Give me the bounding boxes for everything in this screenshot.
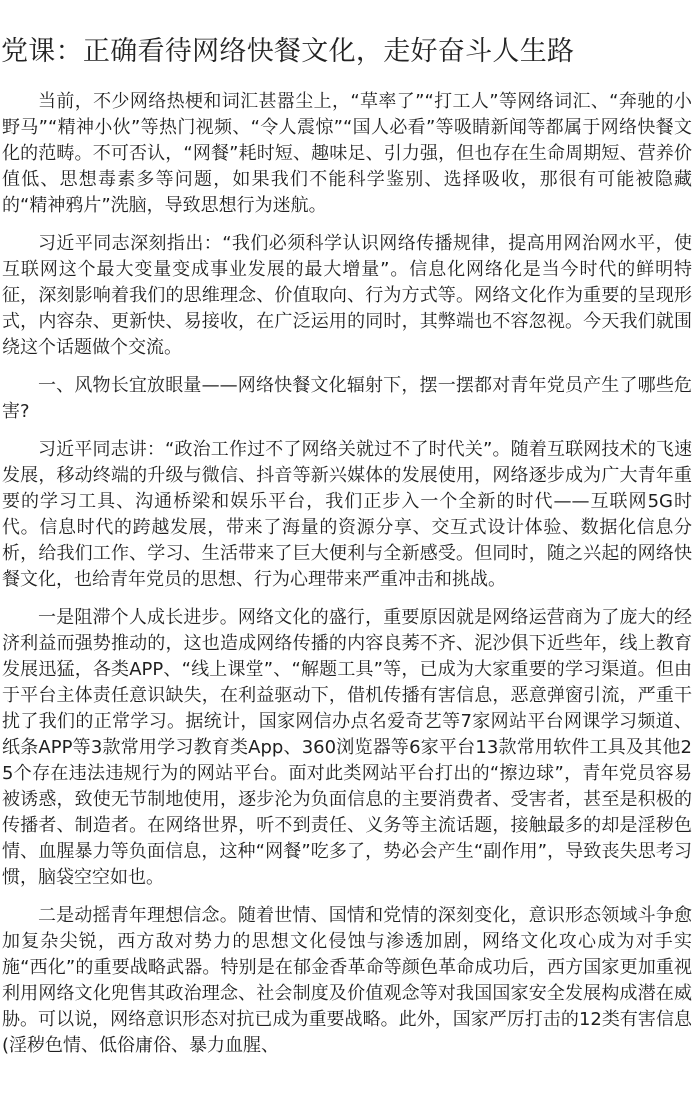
paragraph-point-2: 二是动摇青年理想信念。随着世情、国情和党情的深刻变化，意识形态领域斗争愈加复杂尖锐，西方敌对势力的思想文化侵蚀与渗透加剧，网络文化攻心成为对手实施“西化”的重要战略武器。特别是在郁金香革命等颜色革命成功后，西方国家更加重视利用网络文化兜售其政治理念、社会制度及价值观念等对我国国家安全发展构成潜在威胁。可以说，网络意识形态对抗已成为重要战略。此外，国家严厉打击的12类有害信息(淫秽色情、低俗庸俗、暴力血腥、	[2, 905, 692, 1056]
article-body	[2, 89, 692, 1071]
paragraph-quote: 习近平同志深刻指出：“我们必须科学认识网络传播规律，提高用网治网水平，使互联网这个最大变量变成事业发展的最大增量”。信息化网络化是当今时代的鲜明特征，深刻影响着我们的思维理念、价值取向、行为方式等。网络文化作为重要的呈现形式，内容杂、更新快、易接收，在广泛运用的同时，其弊端也不容忽视。今天我们就围绕这个话题做个交流。	[2, 233, 692, 358]
section-heading-1: 一、风物长宜放眼量——网络快餐文化辐射下，摆一摆都对青年党员产生了哪些危害?	[2, 375, 692, 422]
paragraph-point-1: 一是阻滞个人成长进步。网络文化的盛行，重要原因就是网络运营商为了庞大的经济利益而强势推动的，这也造成网络传播的内容良莠不齐、泥沙俱下近些年，线上教育发展迅猛，各类APP、“线上课堂”、“解题工具”等，已成为大家重要的学习渠道。但由于平台主体责任意识缺失，在利益驱动下，借机传播有害信息，恶意弹窗引流，严重干扰了我们的正常学习。据统计，国家网信办点名爱奇艺等7家网站平台网课学习频道、纸条APP等3款常用学习教育类App、360浏览器等6家平台13款常用软件工具及其他25个存在违法违规行为的网站平台。面对此类网站平台打出的“擦边球”，青年党员容易被诱惑，致使无节制地使用，逐步沦为负面信息的主要消费者、受害者，甚至是积极的传播者、制造者。在网络世界，听不到责任、义务等主流话题，接触最多的却是淫秽色情、血腥暴力等负面信息，这种“网餐”吃多了，势必会产生“副作用”，导致丧失思考习惯，脑袋空空如也。	[2, 607, 692, 888]
paragraph-section-1: 习近平同志讲：“政治工作过不了网络关就过不了时代关”。随着互联网技术的飞速发展，移动终端的升级与微信、抖音等新兴媒体的发展使用，网络逐步成为广大青年重要的学习工具、沟通桥梁和娱乐平台，我们正步入一个全新的时代——互联网5G时代。信息时代的跨越发展，带来了海量的资源分享、交互式设计体验、数据化信息分析，给我们工作、学习、生活带来了巨大便利与全新感受。但同时，随之兴起的网络快餐文化，也给青年党员的思想、行为心理带来严重冲击和挑战。	[2, 439, 692, 590]
article-title: 党课：正确看待网络快餐文化，走好奋斗人生路	[1, 36, 575, 67]
paragraph-intro: 当前，不少网络热梗和词汇甚嚣尘上，“草率了”“打工人”等网络词汇、“奔驰的小野马”“精神小伙”等热门视频、“令人震惊”“国人必看”等吸睛新闻等都属于网络快餐文化的范畴。不可否认，“网餐”耗时短、趣味足、引力强，但也存在生命周期短、营养价值低、思想毒素多等问题，如果我们不能科学鉴别、选择吸收，那很有可能被隐藏的“精神鸦片”洗脑，导致思想行为迷航。	[2, 91, 692, 216]
